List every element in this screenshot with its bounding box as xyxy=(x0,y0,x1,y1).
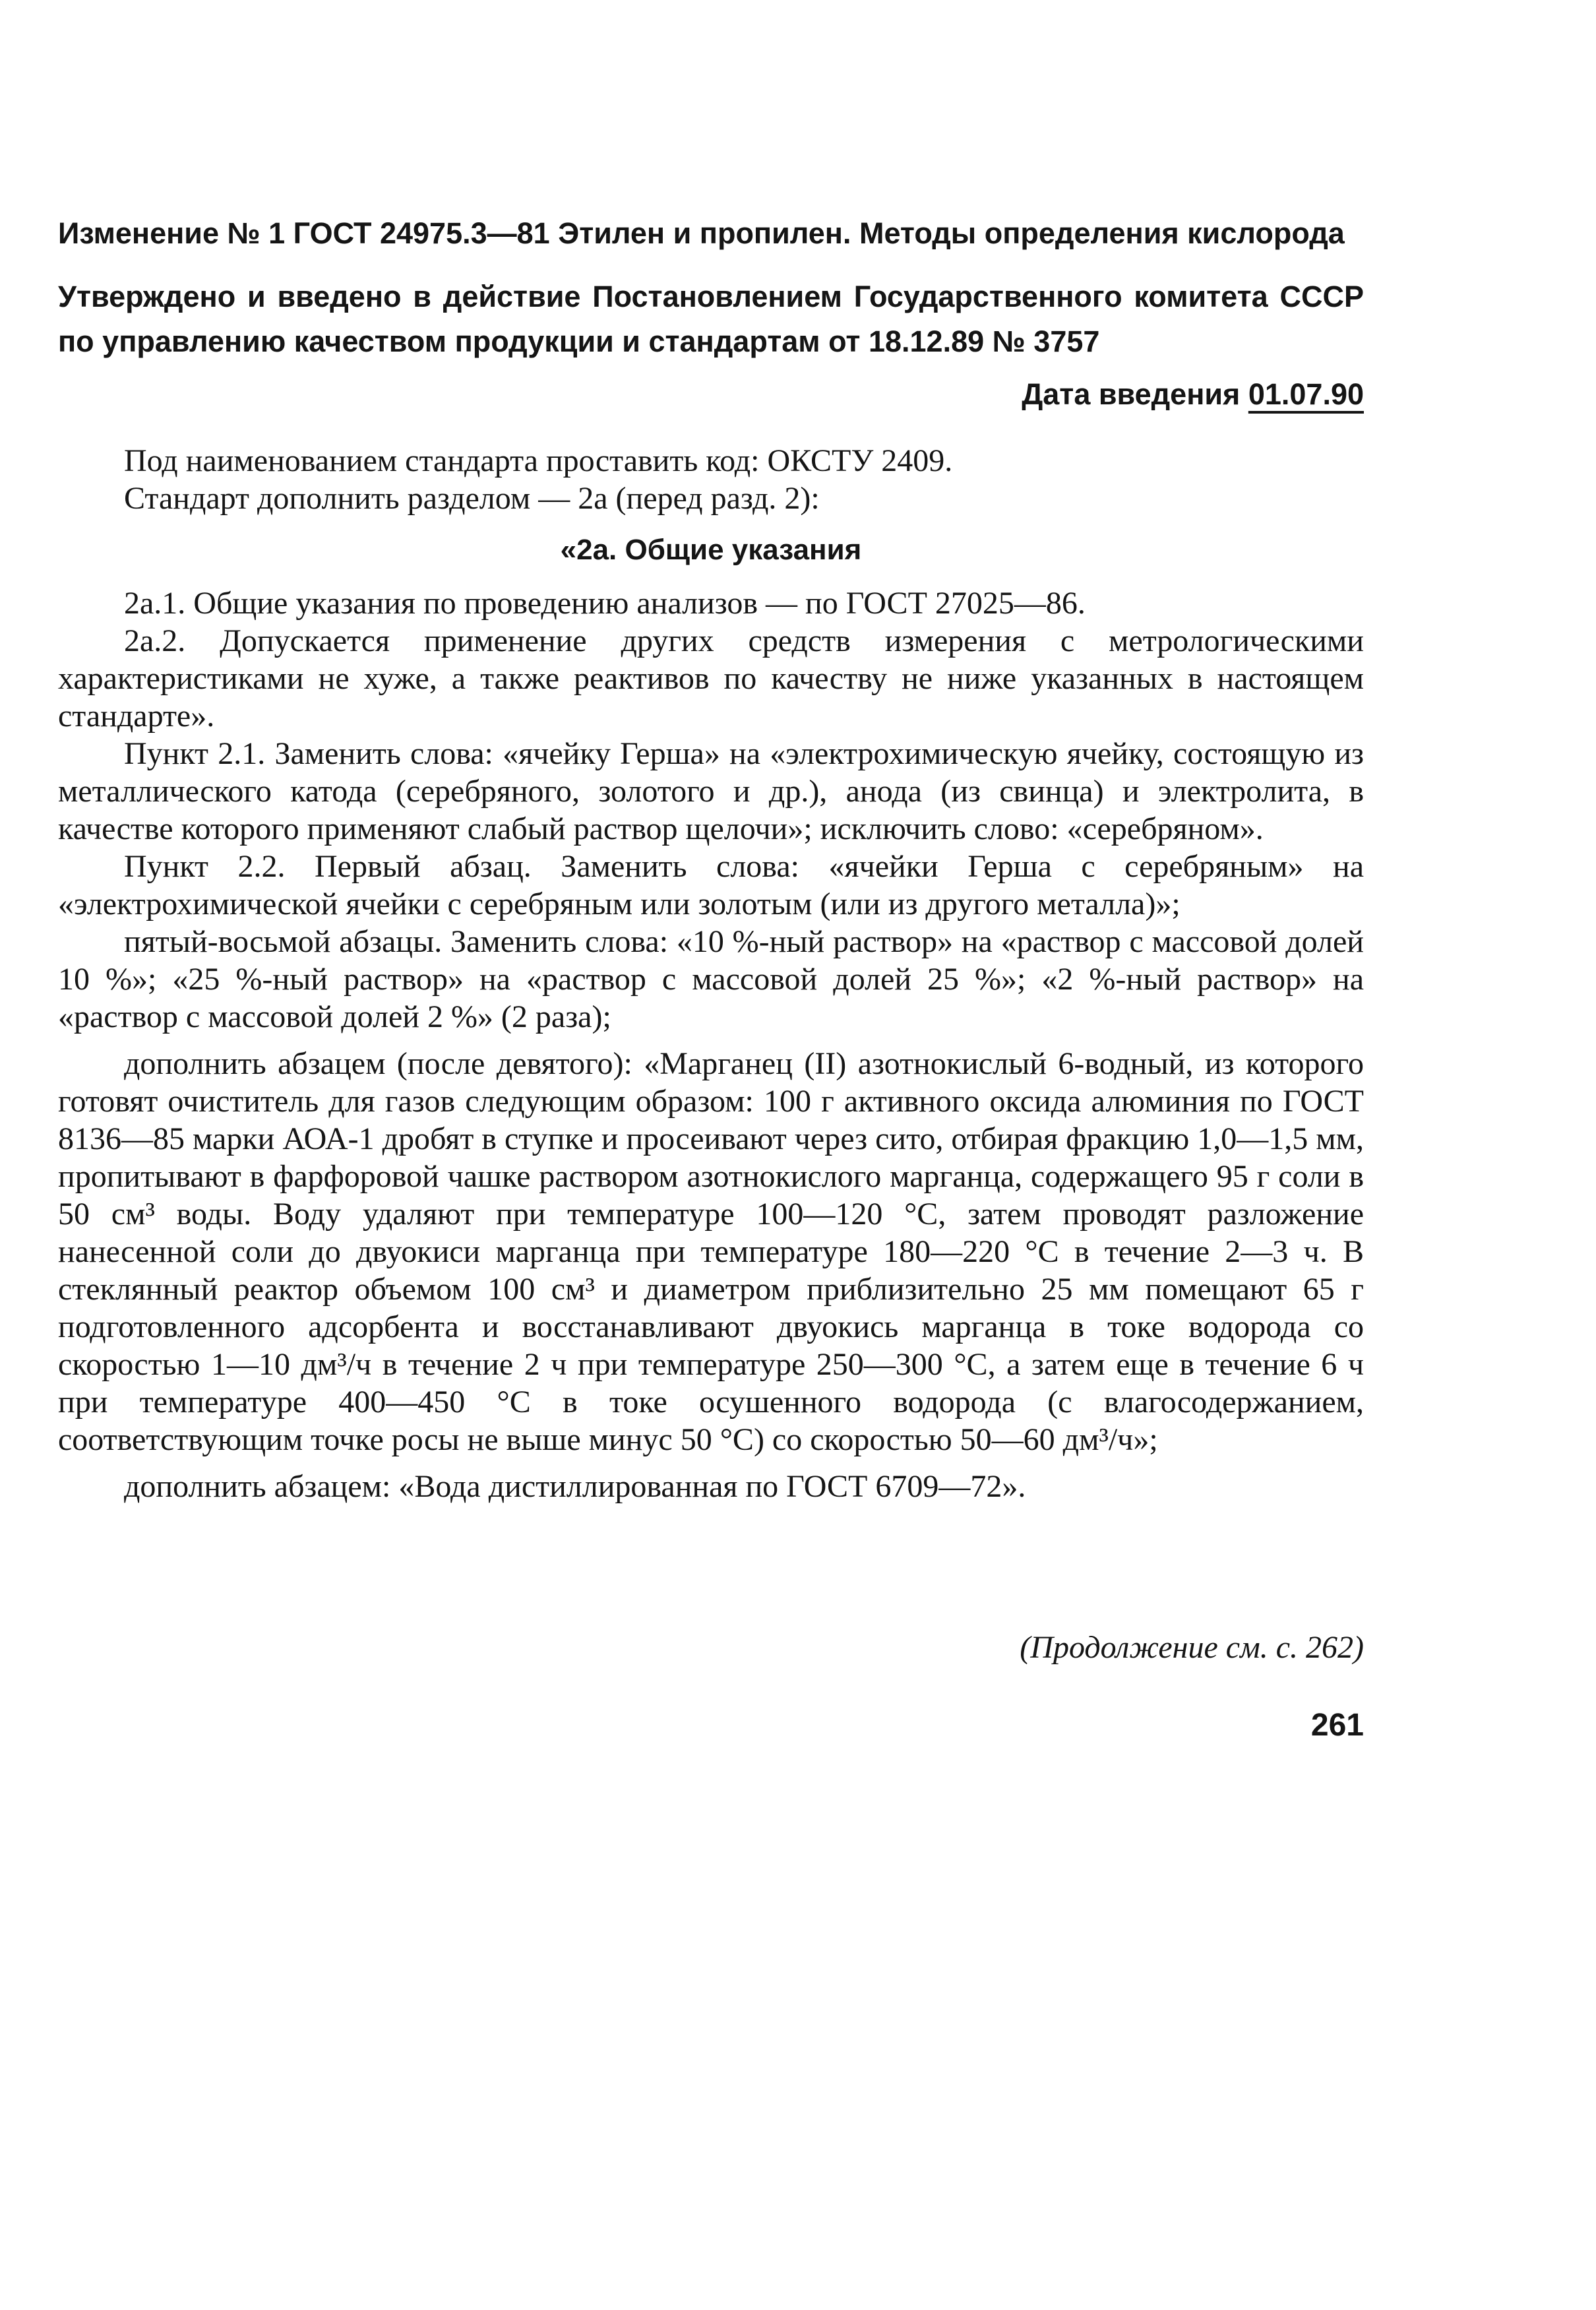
page-number: 261 xyxy=(1310,1708,1364,1743)
paragraph-fifth-eighth: пятый-восьмой абзацы. Заменить слова: «10 %-ный раствор» на «раствор с массовой долей 10 %»; «25 %-ный раствор» на «раствор с массовой долей 25 %»; «2 %-ный раствор» на «раствор с массовой долей 2 %» (2 раза); xyxy=(58,924,1364,1034)
paragraph-distilled-water: дополнить абзацем: «Вода дистиллированная по ГОСТ 6709—72». xyxy=(124,1469,1026,1504)
document-body xyxy=(58,442,1364,1505)
paragraph-item-2-1: Пункт 2.1. Заменить слова: «ячейку Герша» на «электрохимическую ячейку, состоящую из металлического катода (серебряного, золотого и др.), анода (из свинца) и электролита, в качестве которого применяют слабый раствор щелочи»; исключить слово: «серебряном». xyxy=(58,736,1364,846)
effective-date xyxy=(58,372,1364,417)
paragraph-item-2-2: Пункт 2.2. Первый абзац. Заменить слова: «ячейки Герша с серебряным» на «электрохимической ячейки с серебряным или золотым (или из другого металла)»; xyxy=(58,849,1364,921)
paragraph-add-section: Стандарт дополнить разделом — 2а (перед разд. 2): xyxy=(124,481,820,516)
paragraph-2a2: 2а.2. Допускается применение других средств измерения с метрологическими характеристиками не хуже, а также реактивов по качеству не ниже указанных в настоящем стандарте». xyxy=(58,623,1364,734)
date-label: Дата введения xyxy=(1022,377,1241,411)
paragraph-okstu-code: Под наименованием стандарта проставить код: ОКСТУ 2409. xyxy=(124,443,953,478)
approval-statement: Утверждено и введено в действие Постановлением Государственного комитета СССР по управлению качеством продукции и стандартам от 18.12.89 № 3757 xyxy=(58,280,1364,358)
document-page xyxy=(58,211,1364,1505)
continuation-note: (Продолжение см. с. 262) xyxy=(1020,1630,1364,1665)
paragraph-manganese: дополнить абзацем (после девятого): «Марганец (II) азотнокислый 6-водный, из которого готовят очиститель для газов следующим образом: 100 г активного оксида алюминия по ГОСТ 8136—85 марки АОА-1 дробят в ступке и просеивают через сито, отбирая фракцию 1,0—1,5 мм, пропитывают в фарфоровой чашке раствором азотнокислого марганца, содержащего 95 г соли в 50 см³ воды. Воду удаляют при температуре 100—120 °С, затем проводят разложение нанесенной соли до двуокиси марганца при температуре 180—220 °С в течение 2—3 ч. В стеклянный реактор объемом 100 см³ и диаметром приблизительно 25 мм помещают 65 г подготовленного адсорбента и восстанавливают двуокись марганца в токе водорода со скоростью 1—10 дм³/ч в течение 2 ч при температуре 250—300 °С, а затем еще в течение 6 ч при температуре 400—450 °С в токе осушенного водорода (с влагосодержанием, соответствующим точке росы не выше минус 50 °С) со скоростью 50—60 дм³/ч»; xyxy=(58,1046,1364,1457)
date-value: 01.07.90 xyxy=(1248,377,1364,411)
document-title: Изменение № 1 ГОСТ 24975.3—81 Этилен и пропилен. Методы определения кислорода xyxy=(58,216,1345,250)
paragraph-2a1: 2а.1. Общие указания по проведению анализов — по ГОСТ 27025—86. xyxy=(124,586,1086,621)
section-heading: «2а. Общие указания xyxy=(560,534,862,566)
